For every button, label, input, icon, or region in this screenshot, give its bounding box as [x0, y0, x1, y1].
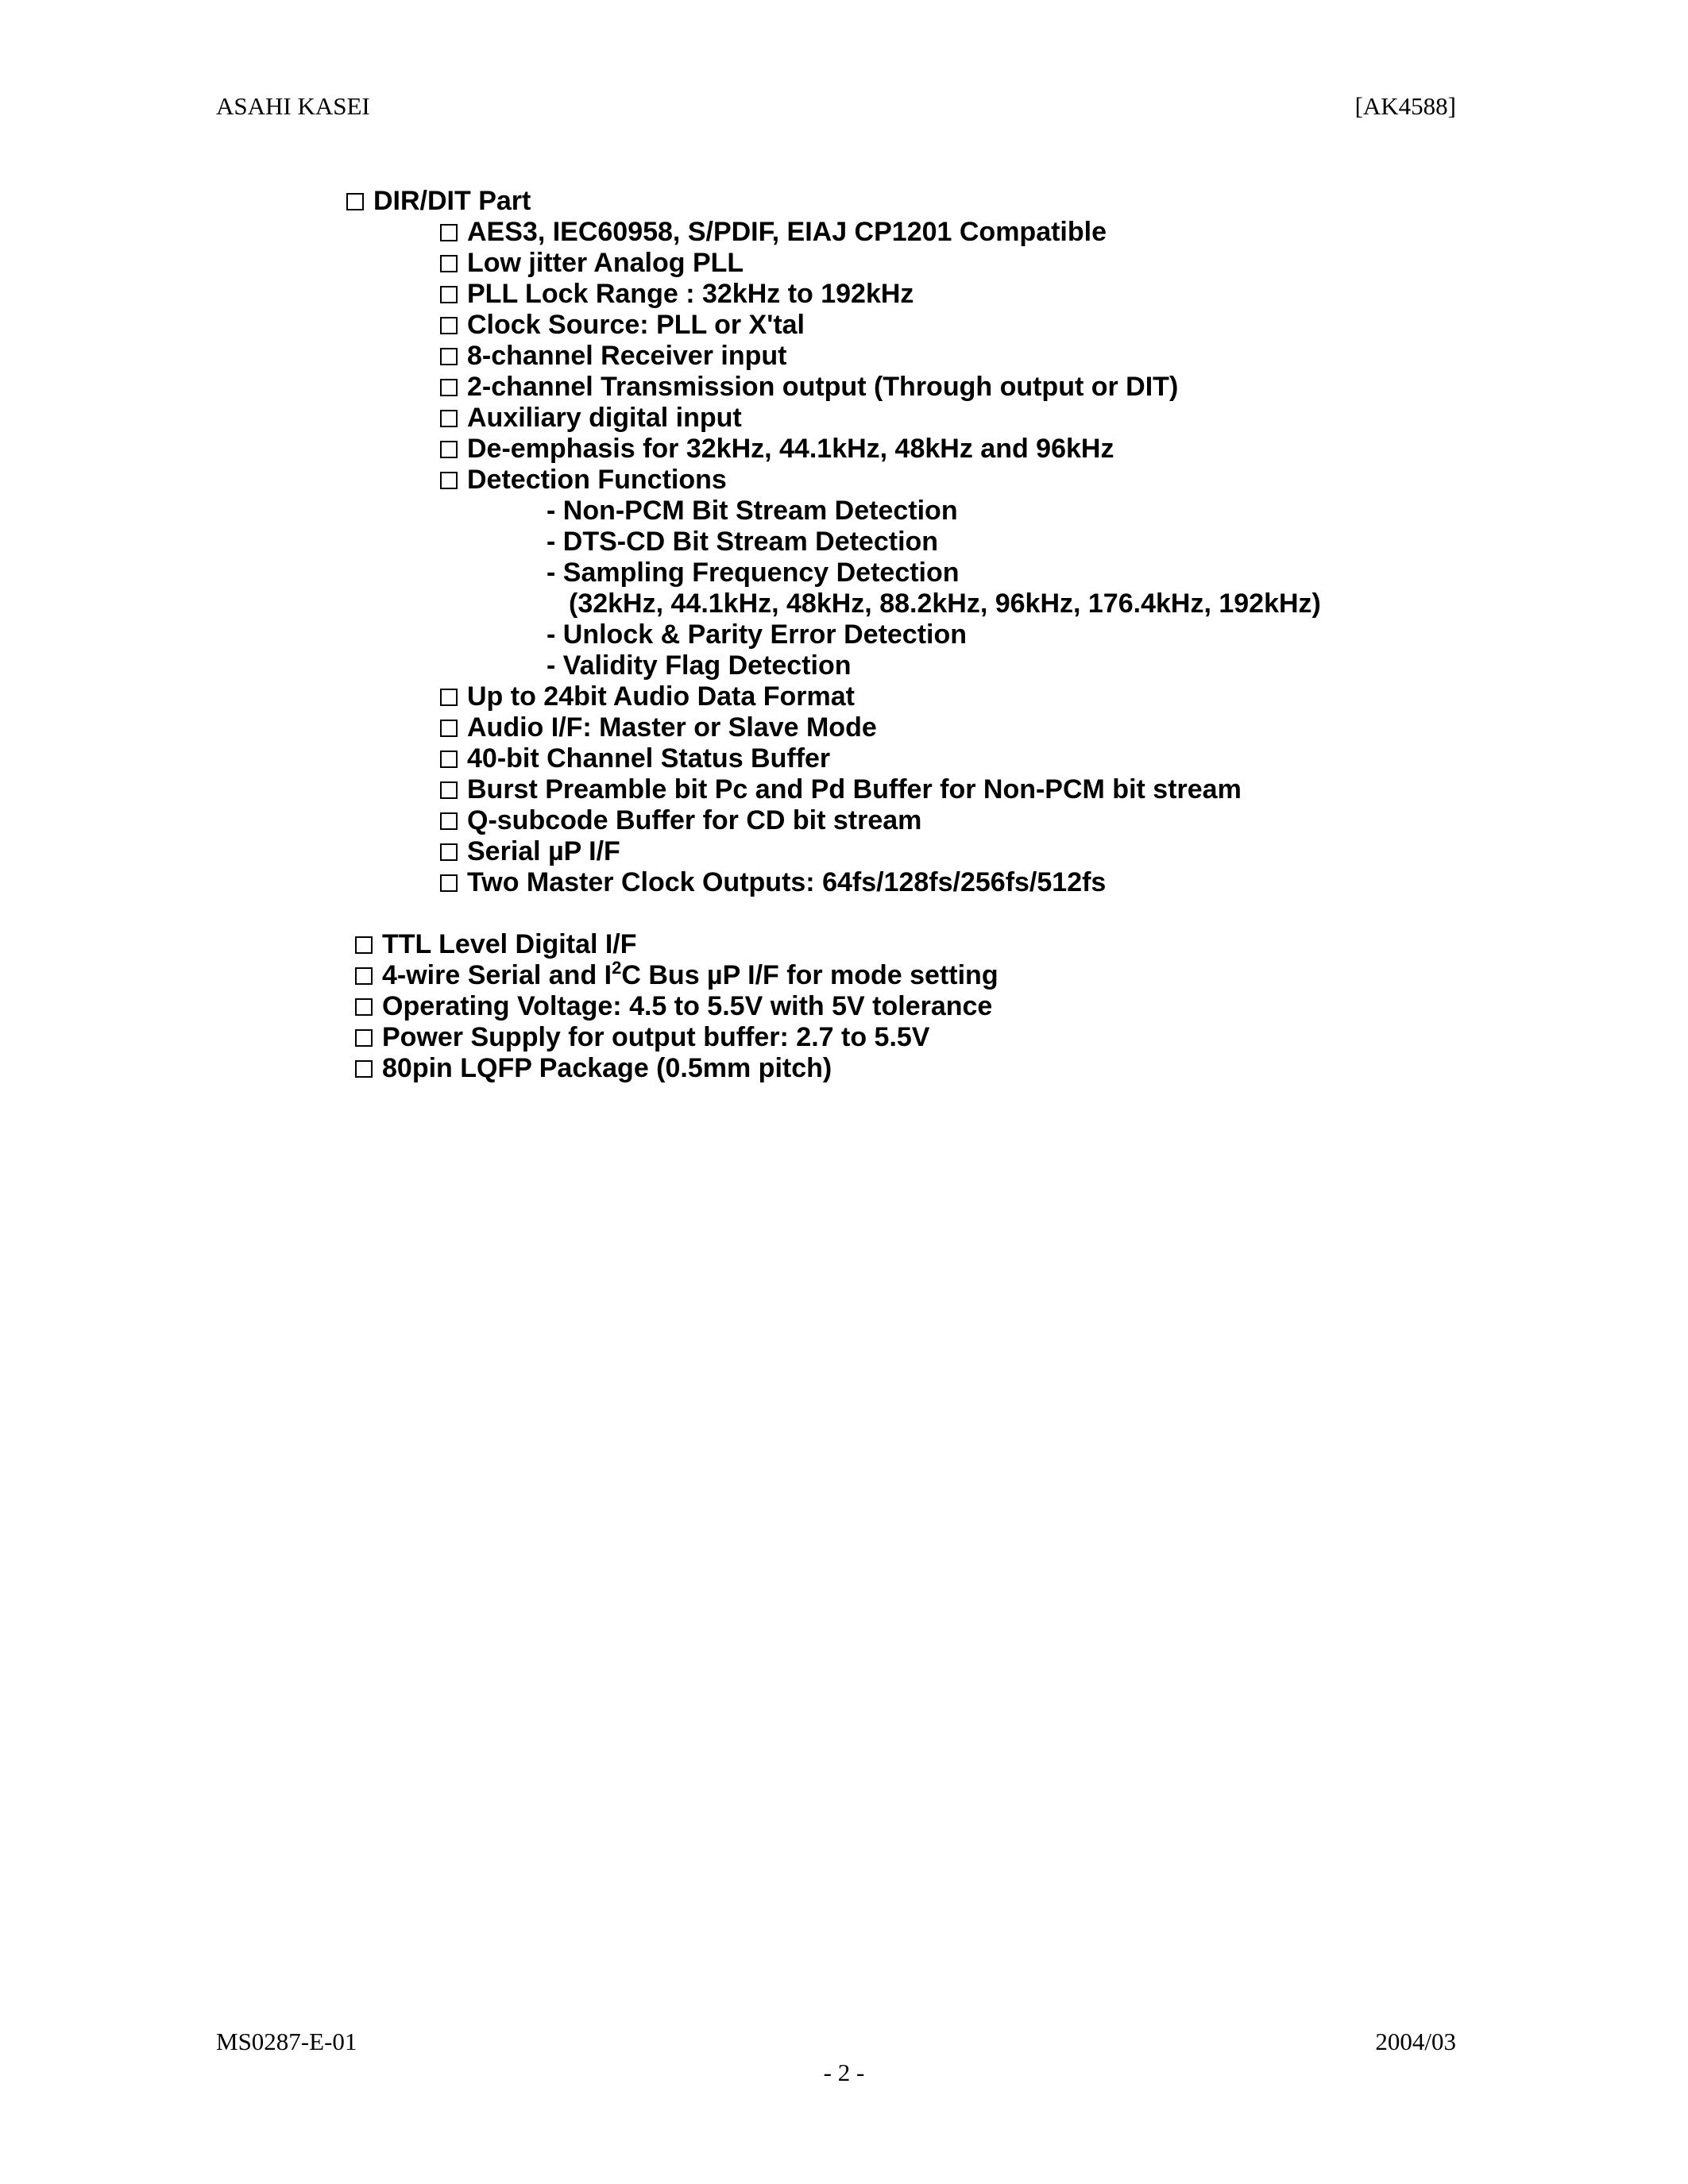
list-item: Detection Functions	[440, 465, 727, 496]
general-item: 80pin LQFP Package (0.5mm pitch)	[355, 1053, 832, 1084]
general-item: TTL Level Digital I/F	[355, 929, 637, 960]
list-item: Clock Source: PLL or X'tal	[440, 310, 805, 341]
checkbox-icon	[440, 441, 458, 458]
checkbox-icon	[440, 317, 458, 334]
list-item: Q-subcode Buffer for CD bit stream	[440, 805, 921, 836]
detection-item: - Non-PCM Bit Stream Detection	[547, 496, 958, 526]
section-title-text: DIR/DIT Part	[373, 186, 531, 216]
page-number: - 2 -	[823, 2059, 865, 2086]
checkbox-icon	[440, 472, 458, 489]
checkbox-icon	[440, 874, 458, 892]
list-item: Burst Preamble bit Pc and Pd Buffer for Non-PCM bit stream	[440, 774, 1242, 805]
checkbox-icon	[440, 689, 458, 706]
list-item: Audio I/F: Master or Slave Mode	[440, 712, 877, 743]
detection-item: - DTS-CD Bit Stream Detection	[547, 527, 939, 557]
list-item: AES3, IEC60958, S/PDIF, EIAJ CP1201 Compatible	[440, 217, 1107, 248]
list-item: PLL Lock Range : 32kHz to 192kHz	[440, 279, 914, 310]
checkbox-icon	[355, 1060, 373, 1078]
footer-date: 2004/03	[1375, 2028, 1456, 2055]
list-item: De-emphasis for 32kHz, 44.1kHz, 48kHz and 96kHz	[440, 434, 1114, 465]
checkbox-icon	[440, 812, 458, 830]
detection-item-frequencies: (32kHz, 44.1kHz, 48kHz, 88.2kHz, 96kHz, 176.4kHz, 192kHz)	[569, 588, 1321, 619]
section-title	[346, 186, 531, 217]
detection-item: - Unlock & Parity Error Detection	[547, 619, 968, 650]
general-item: Power Supply for output buffer: 2.7 to 5.5V	[355, 1022, 929, 1053]
list-item: 40-bit Channel Status Buffer	[440, 743, 830, 774]
checkbox-icon	[440, 348, 458, 365]
checkbox-icon	[440, 286, 458, 303]
checkbox-icon	[440, 379, 458, 396]
checkbox-icon	[346, 193, 364, 210]
general-item: Operating Voltage: 4.5 to 5.5V with 5V tolerance	[355, 991, 992, 1022]
header-company: ASAHI KASEI	[216, 92, 370, 120]
list-item: Serial µP I/F	[440, 836, 620, 867]
checkbox-icon	[355, 998, 373, 1016]
list-item: 8-channel Receiver input	[440, 341, 786, 372]
header-part-number: [AK4588]	[1354, 92, 1456, 120]
general-item: 4-wire Serial and $I^2C$ Bus µP I/F for mode setting	[355, 960, 999, 991]
footer-doc-number: MS0287-E-01	[216, 2028, 357, 2055]
checkbox-icon	[355, 967, 373, 985]
checkbox-icon	[440, 224, 458, 241]
checkbox-icon	[440, 751, 458, 768]
checkbox-icon	[440, 781, 458, 799]
detection-item: - Validity Flag Detection	[547, 650, 852, 681]
checkbox-icon	[440, 720, 458, 737]
list-item: 2-channel Transmission output (Through output or DIT)	[440, 372, 1178, 403]
list-item: Auxiliary digital input	[440, 403, 742, 434]
list-item: Up to 24bit Audio Data Format	[440, 681, 855, 712]
checkbox-icon	[355, 936, 373, 954]
checkbox-icon	[440, 843, 458, 861]
detection-item: - Sampling Frequency Detection	[547, 558, 960, 588]
checkbox-icon	[355, 1029, 373, 1047]
checkbox-icon	[440, 410, 458, 427]
list-item: Two Master Clock Outputs: 64fs/128fs/256fs/512fs	[440, 867, 1106, 898]
list-item: Low jitter Analog PLL	[440, 248, 744, 279]
checkbox-icon	[440, 255, 458, 272]
